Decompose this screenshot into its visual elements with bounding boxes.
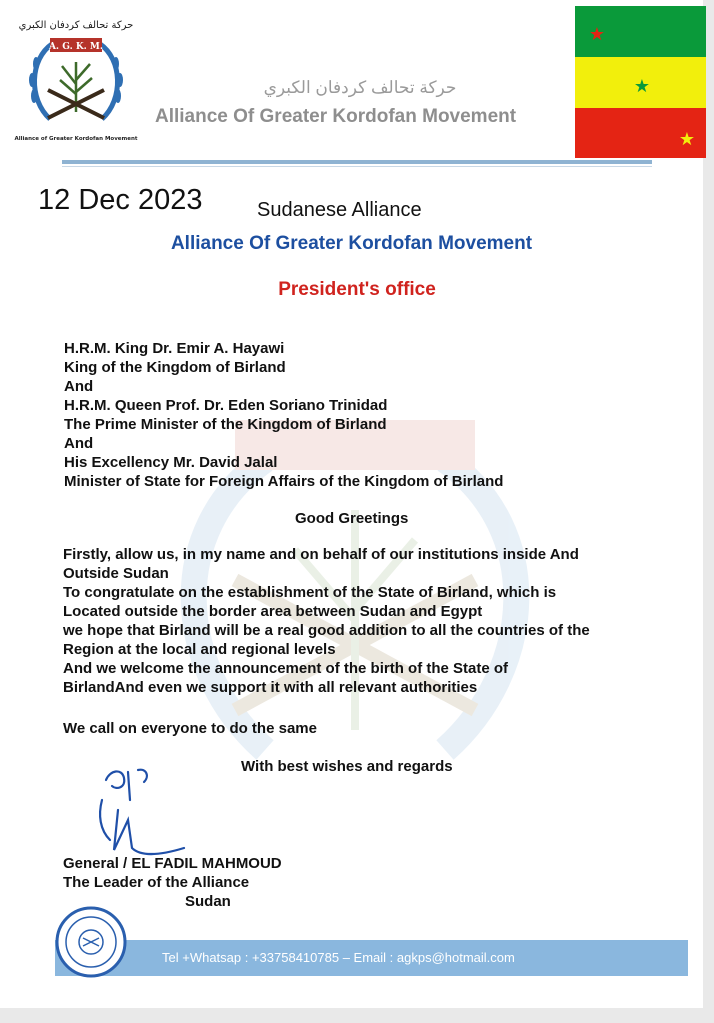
letter-body <box>63 545 663 697</box>
flag-star-2: ★ <box>633 76 651 96</box>
signatory-block <box>63 854 282 911</box>
footer-contact: Tel +Whatsap : +33758410785 – Email : agkps@hotmail.com <box>162 950 515 965</box>
flag-star-3: ★ <box>678 129 696 149</box>
body-line: BirlandAnd even we support it with all relevant authorities <box>63 679 478 696</box>
call-to-action: We call on everyone to do the same <box>63 720 317 737</box>
addressee-line: H.R.M. King Dr. Emir A. Hayawi <box>64 340 285 357</box>
header-rule-thin <box>62 166 652 167</box>
letter-date: 12 Dec 2023 <box>38 184 203 216</box>
alliance-label: Sudanese Alliance <box>257 199 422 221</box>
signatory-title: The Leader of the Alliance <box>63 874 250 891</box>
addressee-line: And <box>64 378 94 395</box>
addressee-line: His Excellency Mr. David Jalal <box>64 454 278 471</box>
signatory-country: Sudan <box>185 893 231 910</box>
header-rule <box>62 160 652 164</box>
arabic-org-title: حركة تحالف كردفان الكبري <box>263 78 457 97</box>
body-line: Region at the local and regional levels <box>63 641 336 658</box>
greeting: Good Greetings <box>295 510 409 527</box>
addressee-line: And <box>64 435 94 452</box>
flag-star-1: ★ <box>588 24 606 44</box>
office-heading: President's office <box>278 279 436 300</box>
official-stamp <box>55 906 127 978</box>
org-title: Alliance Of Greater Kordofan Movement <box>155 106 517 127</box>
logo-caption: Alliance of Greater Kordofan Movement <box>14 136 138 142</box>
logo-initials: A. G. K. M. <box>48 42 104 52</box>
body-line: Located outside the border area between Sudan and Egypt <box>63 603 483 620</box>
addressee-line: King of the Kingdom of Birland <box>64 359 286 376</box>
handwritten-signature <box>88 760 193 860</box>
body-line: And we welcome the announcement of the birth of the State of <box>63 660 509 677</box>
signatory-name: General / EL FADIL MAHMOUD <box>63 855 282 872</box>
addressee-block <box>64 339 503 491</box>
closing-line: With best wishes and regards <box>241 758 453 775</box>
body-line: To congratulate on the establishment of the State of Birland, which is <box>63 584 557 601</box>
logo-arabic-text: حركة تحالف كردفان الكبري <box>18 20 134 31</box>
letter-heading: Alliance Of Greater Kordofan Movement <box>170 233 533 254</box>
body-line: we hope that Birland will be a real good addition to all the countries of the <box>63 622 590 639</box>
addressee-line: Minister of State for Foreign Affairs of the Kingdom of Birland <box>64 473 504 490</box>
addressee-line: The Prime Minister of the Kingdom of Birland <box>64 416 387 433</box>
addressee-line: H.R.M. Queen Prof. Dr. Eden Soriano Trinidad <box>64 397 388 414</box>
flag <box>575 6 706 158</box>
body-line: Outside Sudan <box>63 565 169 582</box>
body-line: Firstly, allow us, in my name and on behalf of our institutions inside And <box>63 546 579 563</box>
screen-bottom-margin <box>0 1008 705 1023</box>
agkm-logo <box>14 14 138 146</box>
